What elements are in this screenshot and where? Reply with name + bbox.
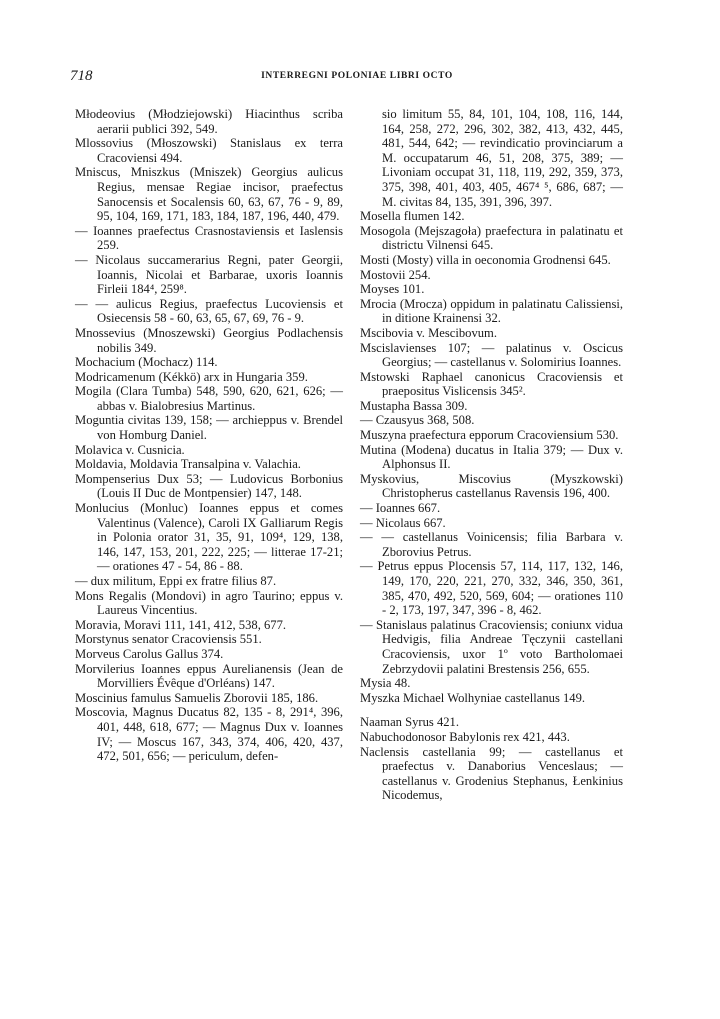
index-entry: Mlossovius (Młoszowski) Stanislaus ex terra Cracoviensi 494. xyxy=(75,136,343,165)
index-entry: Morvilerius Ioannes eppus Aurelianensis (Jean de Morvilliers Évêque d'Orléans) 147. xyxy=(75,661,343,691)
index-entry: Moldavia, Moldavia Transalpina v. Valachia. xyxy=(75,457,301,472)
index-entry: — Czausyus 368, 508. xyxy=(360,413,475,428)
index-entry: Moyses 101. xyxy=(360,282,425,297)
index-entry: Naclensis castellania 99; — castellanus et praefectus v. Danaborius Venceslaus; — castellanus v. Grodenius Stephanus, Łenkinius Nicodemus, xyxy=(360,744,623,803)
page-header xyxy=(70,68,644,88)
index-entry: Moscovia, Magnus Ducatus 82, 135 - 8, 291⁴, 396, 401, 448, 618, 677; — Magnus Dux v. Ioannes IV; — Moscus 167, 343, 374, 406, 420, 437, 472, 501, 656; — periculum, defen- xyxy=(75,705,343,764)
index-entry: Mogila (Clara Tumba) 548, 590, 620, 621, 626; — abbas v. Bialobresius Martinus. xyxy=(75,384,343,413)
index-entry: Morveus Carolus Gallus 374. xyxy=(75,646,224,661)
index-entry: Mutina (Modena) ducatus in Italia 379; — Dux v. Alphonsus II. xyxy=(360,442,623,472)
index-entry: Mons Regalis (Mondovi) in agro Taurino; eppus v. Laureus Vincentius. xyxy=(75,588,343,618)
index-entry: Naaman Syrus 421. xyxy=(360,715,459,730)
index-entry: Mostovii 254. xyxy=(360,267,431,282)
index-entry: Myskovius, Miscovius (Myszkowski) Christopherus castellanus Ravensis 196, 400. xyxy=(360,471,623,501)
index-entry: Mscislavienses 107; — palatinus v. Oscicus Georgius; — castellanus v. Solomirius Ioannes. xyxy=(360,340,623,370)
index-entry: — Stanislaus palatinus Cracoviensis; coniunx vidua Hedvigis, filia Andreae Tęczynii castellani Cracoviensis, uxor 1º voto Bartholomaei Zebrzydovii palatini Brestensis 256, 655. xyxy=(360,617,623,676)
index-entry: Młodeovius (Młodziejowski) Hiacinthus scriba aerarii publici 392, 549. xyxy=(75,107,343,136)
index-entry: Moravia, Moravi 111, 141, 412, 538, 677. xyxy=(75,617,287,632)
index-entry: Mosogola (Mejszagoła) praefectura in palatinatu et districtu Vilnensi 645. xyxy=(360,223,623,253)
index-entry: Morstynus senator Cracoviensis 551. xyxy=(75,632,262,647)
index-entry: Mosella flumen 142. xyxy=(360,209,465,224)
index-entry: — Nicolaus succamerarius Regni, pater Georgii, Ioannis, Nicolai et Barbarae, uxoris Ioannis Firleii 184⁴, 259⁸. xyxy=(75,252,343,297)
index-entry: Molavica v. Cusnicia. xyxy=(75,442,185,457)
index-entry: Mysia 48. xyxy=(360,676,411,691)
index-entry: — — aulicus Regius, praefectus Lucoviensis et Osiecensis 58 - 60, 63, 65, 67, 69, 76 - 9. xyxy=(75,296,343,326)
index-entry-continued: sio limitum 55, 84, 101, 104, 108, 116, 144, 164, 258, 272, 296, 302, 382, 413, 432, 445, 481, 544, 642; — revindicatio provinciarum a M. occupatarum 46, 51, 208, 375, 389; — Livoniam occupat 31, 118, 119, 292, 359, 373, 375, 398, 401, 403, 405, 467⁴ ⁵, 686, 687; — M. civitas 84, 135, 391, 396, 397. xyxy=(382,107,623,209)
index-entry: Muszyna praefectura epporum Cracoviensium 530. xyxy=(360,428,619,443)
index-entry: Mustapha Bassa 309. xyxy=(360,398,468,413)
index-entry: — Ioannes 667. xyxy=(360,501,441,516)
index-entry: Mompenserius Dux 53; — Ludovicus Borbonius (Louis II Duc de Montpensier) 147, 148. xyxy=(75,471,343,501)
index-entry: — Petrus eppus Plocensis 57, 114, 117, 132, 146, 149, 170, 220, 221, 270, 332, 346, 350, 361, 385, 470, 492, 520, 569, 604; — orationes 110 - 2, 173, 197, 347, 396 - 8, 462. xyxy=(360,559,623,618)
index-entry: Moguntia civitas 139, 158; — archieppus v. Brendel von Homburg Daniel. xyxy=(75,413,343,443)
index-entry: — dux militum, Eppi ex fratre filius 87. xyxy=(75,574,277,588)
index-entry: — — castellanus Voinicensis; filia Barbara v. Zborovius Petrus. xyxy=(360,530,623,559)
index-entry: — Nicolaus 667. xyxy=(360,515,446,530)
index-entry: Mochacium (Mochacz) 114. xyxy=(75,355,218,370)
index-entry: Mrocia (Mrocza) oppidum in palatinatu Calissiensi, in ditione Krainensi 32. xyxy=(360,296,623,326)
index-entry: Monlucius (Monluc) Ioannes eppus et comes Valentinus (Valence), Caroli IX Galliarum Regis in Polonia orator 31, 35, 91, 109⁴, 129, 138, 146, 147, 153, 201, 222, 225; — litterae 17-21; — orationes 47 - 54, 86 - 88. xyxy=(75,501,343,574)
index-entry: Mosti (Mosty) villa in oeconomia Grodnensi 645. xyxy=(360,252,611,267)
page-number: 718 xyxy=(70,68,93,84)
index-column-right xyxy=(360,107,623,803)
index-entry: Mnossevius (Mnoszewski) Georgius Podlachensis nobilis 349. xyxy=(75,325,343,355)
index-column-left xyxy=(75,107,343,764)
index-entry: Mniscus, Mniszkus (Mniszek) Georgius aulicus Regius, mensae Regiae incisor, praefectus Sanocensis et Socalensis 60, 63, 67, 76 - 9, 89, 95, 104, 169, 171, 183, 184, 187, 196, 440, 479. xyxy=(75,165,343,224)
index-entry: Myszka Michael Wolhyniae castellanus 149. xyxy=(360,690,586,705)
running-title: INTERREGNI POLONIAE LIBRI OCTO xyxy=(261,71,453,81)
index-entry: Nabuchodonosor Babylonis rex 421, 443. xyxy=(360,729,570,744)
index-entry: Mstowski Raphael canonicus Cracoviensis et praepositus Vislicensis 345². xyxy=(360,369,623,399)
index-entry: — Ioannes praefectus Crasnostaviensis et Iaslensis 259. xyxy=(75,223,343,253)
index-entry: Mscibovia v. Mescibovum. xyxy=(360,325,497,340)
index-entry: Moscinius famulus Samuelis Zborovii 185, 186. xyxy=(75,690,319,705)
index-entry: Modricamenum (Kékkö) arx in Hungaria 359. xyxy=(75,369,308,384)
